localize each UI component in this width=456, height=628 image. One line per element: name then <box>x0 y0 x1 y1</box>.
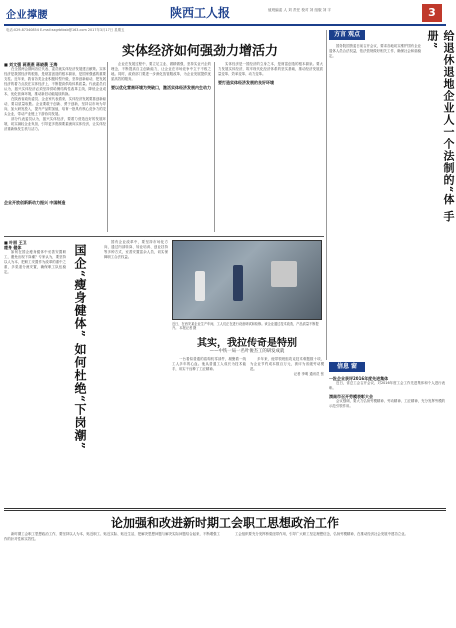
bottom-body-left <box>4 532 220 624</box>
column-divider <box>107 62 108 232</box>
left-article-body: 在全国两会期间各位代表、委员就实体经济发展建言献策。实体经济是我国经济的根基，是财富创造的根本源泉，是国家强盛的重要支柱。近年来，我省各类企业积极转型升级，坚持创新驱动，把发展经济的着力点放在实体经济上，不断提高供给体系质量。代表委员们认为，振兴实体经济必须坚持供给侧结构性改革主线，降低企业成本，优化营商环境，推动新旧动能接续转换。 <box>4 67 106 96</box>
photo-machine <box>271 261 297 287</box>
feature-right-column <box>104 240 168 450</box>
feature-vertical-title: 国企“瘦身健体” 如何杜绝“下岗潮” <box>73 244 87 450</box>
story-body-2: 多年来，他带领班组攻克技术难题数十项，为企业节约成本数百万元，被评为省级劳动模范。 <box>250 357 324 371</box>
section-label: 企业撑腰 <box>6 10 48 21</box>
middle-column-body: 企业在发展过程中，要立足主业、做精做强，坚持实业兴企的理念，不断提高自主创新能力，让企业在市场竞争中立于不败之地。同时，政府部门要进一步深化放管服改革，为企业发展提供优质高效的服务。 <box>111 62 211 81</box>
story-body-left <box>172 357 246 453</box>
left-article-subhead: 企业开放创新新动力振兴 中国制造 <box>4 200 66 205</box>
bottom-body-right <box>228 532 446 624</box>
story-body-right <box>250 357 324 453</box>
issue-info: 值班编委 人 刘 责任 校对 刘 组版 刘 宇 <box>268 8 332 12</box>
main-headline: 实体经济如何强劲力增活力 <box>121 44 278 59</box>
column-divider <box>214 62 215 232</box>
feature-body-2: 国有企业改革中，要坚持市场化方向，通过内部转岗、转业培训、创业扶持等多种方式，妥善安置富余人员，切实保障职工合法权益。 <box>104 240 168 259</box>
commentary-body <box>329 44 421 334</box>
feature-subhead: 瘦身 健体 <box>4 245 22 250</box>
column-divider <box>326 30 327 360</box>
feature-body: 如何在国企瘦身健体中妥善安置职工，避免出现下岗潮？专家认为，要坚持以人为本，把职工安置作为改革的重中之重，多渠道分流安置，确保职工队伍稳定。 <box>4 250 66 274</box>
story-body: 一台看似普通的盾构机零部件，凝聚着一线工人多年的心血。他从普通工人成长为技术能手，用实干诠释了工匠精神。 <box>172 357 246 371</box>
brief-body-2: 会议强调，要大力弘扬劳模精神、劳动精神、工匠精神，充分发挥劳模的示范引领作用。 <box>329 399 445 408</box>
right-column-body: 实体经济是一国经济的立身之本，是财富创造的根本源泉。要大力发展实体经济，筑牢现代化经济体系的坚实基础，推动经济发展质量变革、效率变革、动力变革。 <box>218 62 323 76</box>
brief-title-1: 一批企业获评2016年度先进集体 <box>329 376 389 381</box>
photo-figure <box>195 271 205 301</box>
right-column-subhead: 要打造实体经济发展的良好环境 <box>218 80 274 85</box>
info-window-briefs <box>329 376 445 486</box>
page-number: 3 <box>422 4 442 22</box>
bottom-body-2: 工会组织要充分发挥桥梁纽带作用，引导广大职工坚定理想信念，弘扬劳模精神，在推动经济社会发展中建功立业。 <box>235 532 408 536</box>
story-subtitle: ——中铁一局一名叶俊杰工的研发成就 <box>209 349 285 354</box>
header-rule <box>4 24 446 26</box>
story-headline: 其实，我拉传奇是特别 <box>197 338 297 349</box>
date-info: 电话:029-87340854 E-mail:sxgrbtbsb@163.com 2017年3月17日 星期五 <box>6 28 125 32</box>
middle-column-subhead: 要以优化营商环境为突破口，激活实体经济发展内生动力 <box>111 85 211 90</box>
photo-credit: 本报记者 摄 <box>179 326 197 331</box>
feature-byline: ■ 叶丽 王卫 <box>4 240 27 245</box>
middle-column <box>111 62 211 232</box>
news-photo <box>172 240 322 320</box>
brief-body-1: 近日，省总工会召开会议，对2016年度工会工作先进集体和个人进行表彰。 <box>329 381 445 390</box>
left-article-top <box>4 62 106 200</box>
section-rule <box>4 236 324 237</box>
bottom-body: 新时期工会职工思想政治工作，要坚持以人为本，贴近职工、贴近实际、贴近生活，把解决思想问题与解决实际问题结合起来，不断增强工作的针对性和实效性。 <box>4 532 220 541</box>
brief-title-2: 渭南市召开劳模表彰大会 <box>329 394 373 399</box>
photo-figure <box>233 265 243 301</box>
left-article-body-extra2: 部分代表委员认为，振兴实体经济，要着力营造良好的发展环境，切实减轻企业负担，引导更多资源要素流向实体经济，让实体经济重新焕发生机与活力。 <box>4 117 106 131</box>
photo-caption <box>172 322 322 331</box>
bottom-headline: 论加强和改进新时期工会职工思想政治工作 <box>110 516 339 530</box>
feature-left-column <box>4 240 66 450</box>
paper-name: 陕西工人报 <box>170 6 231 20</box>
commentary-text: 国务院国资委日前召开会议，要求各地切实维护国有企业退休人员合法权益，依法依规做好相关工作，确保社会和谐稳定。 <box>329 44 421 58</box>
left-article-body-extra: 在陕西省政协委员、企业家代表看来，实体经济发展要靠创新驱动，要以质量取胜。企业要敢于创新、勇于创新，坚持以市场为导向，加大研发投入，提升产品附加值，培育一批具有核心竞争力的龙头企业，带动产业链上下游协同发展。 <box>4 97 106 116</box>
masthead <box>0 0 450 26</box>
bottom-rule <box>4 508 446 511</box>
photo-caption-text: 近日，在西安某企业生产车间，工人们正在进行设备调试和检修。该企业通过技术改造，产品质量不断提升。 <box>172 322 319 331</box>
right-column <box>218 62 323 232</box>
info-window-badge: 信息 窗 <box>329 362 365 372</box>
commentary-vertical-title: 给退休退地企业人一个法制的“体 手 册” <box>426 30 455 223</box>
left-article-byline: ■ 刘文强 蒋燕燕 蒋晓晨 王海 <box>4 62 58 67</box>
story-author: 记者 李明 通讯员 张 <box>293 372 324 376</box>
commentary-badge: 方言 观点 <box>329 30 365 40</box>
